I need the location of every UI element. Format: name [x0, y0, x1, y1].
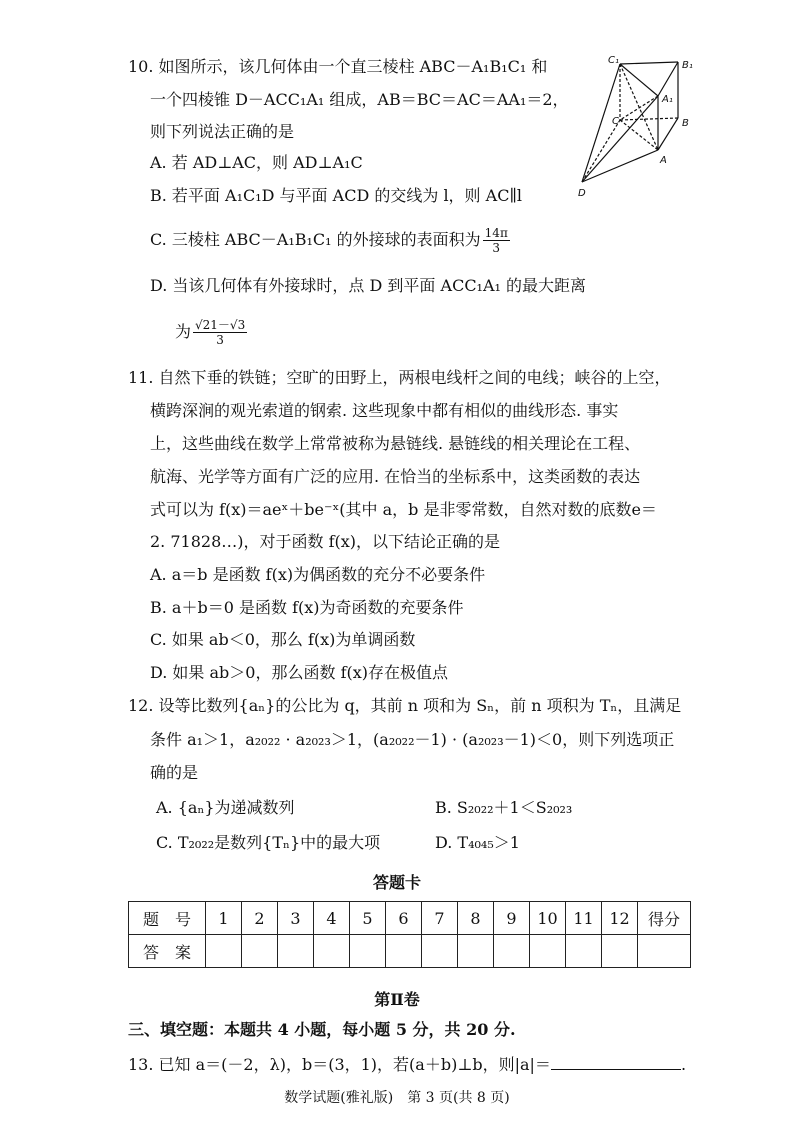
answer-cell[interactable]	[206, 935, 242, 968]
number-cell: 10	[530, 902, 566, 935]
q10-line2: 一个四棱锥 D－ACC₁A₁ 组成，AB＝BC＝AC＝AA₁＝2，	[150, 90, 569, 109]
answer-cell[interactable]	[242, 935, 278, 968]
q11-line5: 式可以为 f(x)＝aeˣ＋be⁻ˣ(其中 a，b 是非零常数，自然对数的底数e＝	[150, 500, 657, 519]
answer-cell[interactable]	[386, 935, 422, 968]
number-cell: 1	[206, 902, 242, 935]
q11-option-d: D. 如果 ab＞0，那么函数 f(x)存在极值点	[150, 663, 448, 682]
q11-option-b: B. a＋b＝0 是函数 f(x)为奇函数的充要条件	[150, 598, 464, 617]
fraction-numerator: √21－√3	[195, 318, 246, 332]
q12-option-a: A. {aₙ}为递减数列	[156, 798, 295, 817]
part2-title: 第Ⅱ卷	[374, 990, 420, 1009]
answer-cell[interactable]	[350, 935, 386, 968]
q10-option-d-cont	[175, 318, 249, 347]
number-cell: 12	[602, 902, 638, 935]
section-fill-in-blank: 三、填空题：本题共 4 小题，每小题 5 分，共 20 分.	[128, 1020, 516, 1039]
q13-period: .	[680, 1055, 687, 1074]
q11-option-a: A. a＝b 是函数 f(x)为偶函数的充分不必要条件	[150, 565, 486, 584]
fraction-denominator: 3	[216, 333, 224, 347]
q10-line1: 10. 如图所示，该几何体由一个直三棱柱 ABC－A₁B₁C₁ 和	[128, 57, 548, 76]
q10-option-d-prefix: 为	[175, 322, 192, 341]
q11-line3: 上，这些曲线在数学上常常被称为悬链线. 悬链线的相关理论在工程、	[150, 434, 641, 453]
q12-line1: 12. 设等比数列{aₙ}的公比为 q，其前 n 项和为 Sₙ，前 n 项积为 Tₙ，且满足	[128, 696, 682, 715]
answer-cell[interactable]	[530, 935, 566, 968]
q10-option-c-text: C. 三棱柱 ABC－A₁B₁C₁ 的外接球的表面积为	[150, 230, 481, 249]
q11-line4: 航海、光学等方面有广泛的应用. 在恰当的坐标系中，这类函数的表达	[150, 467, 641, 486]
q13-answer-blank[interactable]	[551, 1053, 681, 1070]
q12-line2: 条件 a₁＞1，a₂₀₂₂ · a₂₀₂₃＞1，(a₂₀₂₂－1) · (a₂₀₂₃－1)＜0，则下列选项正	[150, 730, 675, 749]
q11-line6: 2. 71828…)，对于函数 f(x)，以下结论正确的是	[150, 532, 501, 551]
q12-line3: 确的是	[150, 763, 199, 782]
label-a: A	[660, 155, 667, 166]
q11-option-c: C. 如果 ab＜0，那么 f(x)为单调函数	[150, 630, 416, 649]
label-c: C	[612, 116, 619, 127]
q10-option-c-fraction	[483, 226, 510, 255]
q12-option-b: B. S₂₀₂₂＋1＜S₂₀₂₃	[435, 798, 573, 817]
label-b1: B₁	[682, 60, 693, 71]
number-cell: 7	[422, 902, 458, 935]
answer-cell[interactable]	[422, 935, 458, 968]
q11-line2: 横跨深涧的观光索道的钢索. 这些现象中都有相似的曲线形态. 事实	[150, 401, 619, 420]
q12-option-d: D. T₄₀₄₅＞1	[435, 833, 520, 852]
fraction-denominator: 3	[492, 241, 501, 255]
number-cell: 4	[314, 902, 350, 935]
row-label-number: 题 号	[129, 902, 206, 935]
q13	[128, 1053, 686, 1075]
number-cell: 2	[242, 902, 278, 935]
page-footer: 数学试题(雅礼版) 第 3 页(共 8 页)	[284, 1090, 510, 1106]
q10-line3: 则下列说法正确的是	[150, 122, 295, 141]
q10-option-c	[150, 226, 512, 255]
q12-option-c: C. T₂₀₂₂是数列{Tₙ}中的最大项	[156, 833, 381, 852]
number-cell: 5	[350, 902, 386, 935]
q10-option-d-fraction	[193, 318, 247, 347]
score-cell[interactable]	[638, 935, 691, 968]
q10-option-a: A. 若 AD⊥AC，则 AD⊥A₁C	[150, 153, 363, 172]
q10-option-d: D. 当该几何体有外接球时，点 D 到平面 ACC₁A₁ 的最大距离	[150, 276, 587, 295]
number-cell: 11	[566, 902, 602, 935]
label-a1: A₁	[662, 94, 673, 105]
fraction-numerator: 14π	[484, 226, 508, 240]
answer-card-answer-row	[129, 935, 691, 968]
number-cell: 8	[458, 902, 494, 935]
label-d: D	[578, 188, 586, 199]
q13-text: 13. 已知 a＝(－2，λ)，b＝(3，1)，若(a＋b)⊥b，则|a|＝	[128, 1055, 551, 1074]
row-label-answer: 答 案	[129, 935, 206, 968]
label-c1: C₁	[608, 55, 619, 66]
answer-card-title: 答题卡	[372, 873, 421, 892]
answer-cell[interactable]	[494, 935, 530, 968]
q11-line1: 11. 自然下垂的铁链；空旷的田野上，两根电线杆之间的电线；峡谷的上空，	[128, 368, 671, 387]
answer-card-number-row	[129, 902, 691, 935]
answer-card-table	[128, 901, 691, 968]
prism-pyramid-figure	[576, 50, 706, 200]
answer-cell[interactable]	[602, 935, 638, 968]
number-cell: 6	[386, 902, 422, 935]
number-cell: 9	[494, 902, 530, 935]
answer-cell[interactable]	[278, 935, 314, 968]
score-label: 得分	[638, 902, 691, 935]
answer-cell[interactable]	[566, 935, 602, 968]
number-cell: 3	[278, 902, 314, 935]
label-b: B	[682, 118, 689, 129]
answer-cell[interactable]	[458, 935, 494, 968]
q10-option-b: B. 若平面 A₁C₁D 与平面 ACD 的交线为 l，则 AC∥l	[150, 186, 522, 205]
answer-cell[interactable]	[314, 935, 350, 968]
